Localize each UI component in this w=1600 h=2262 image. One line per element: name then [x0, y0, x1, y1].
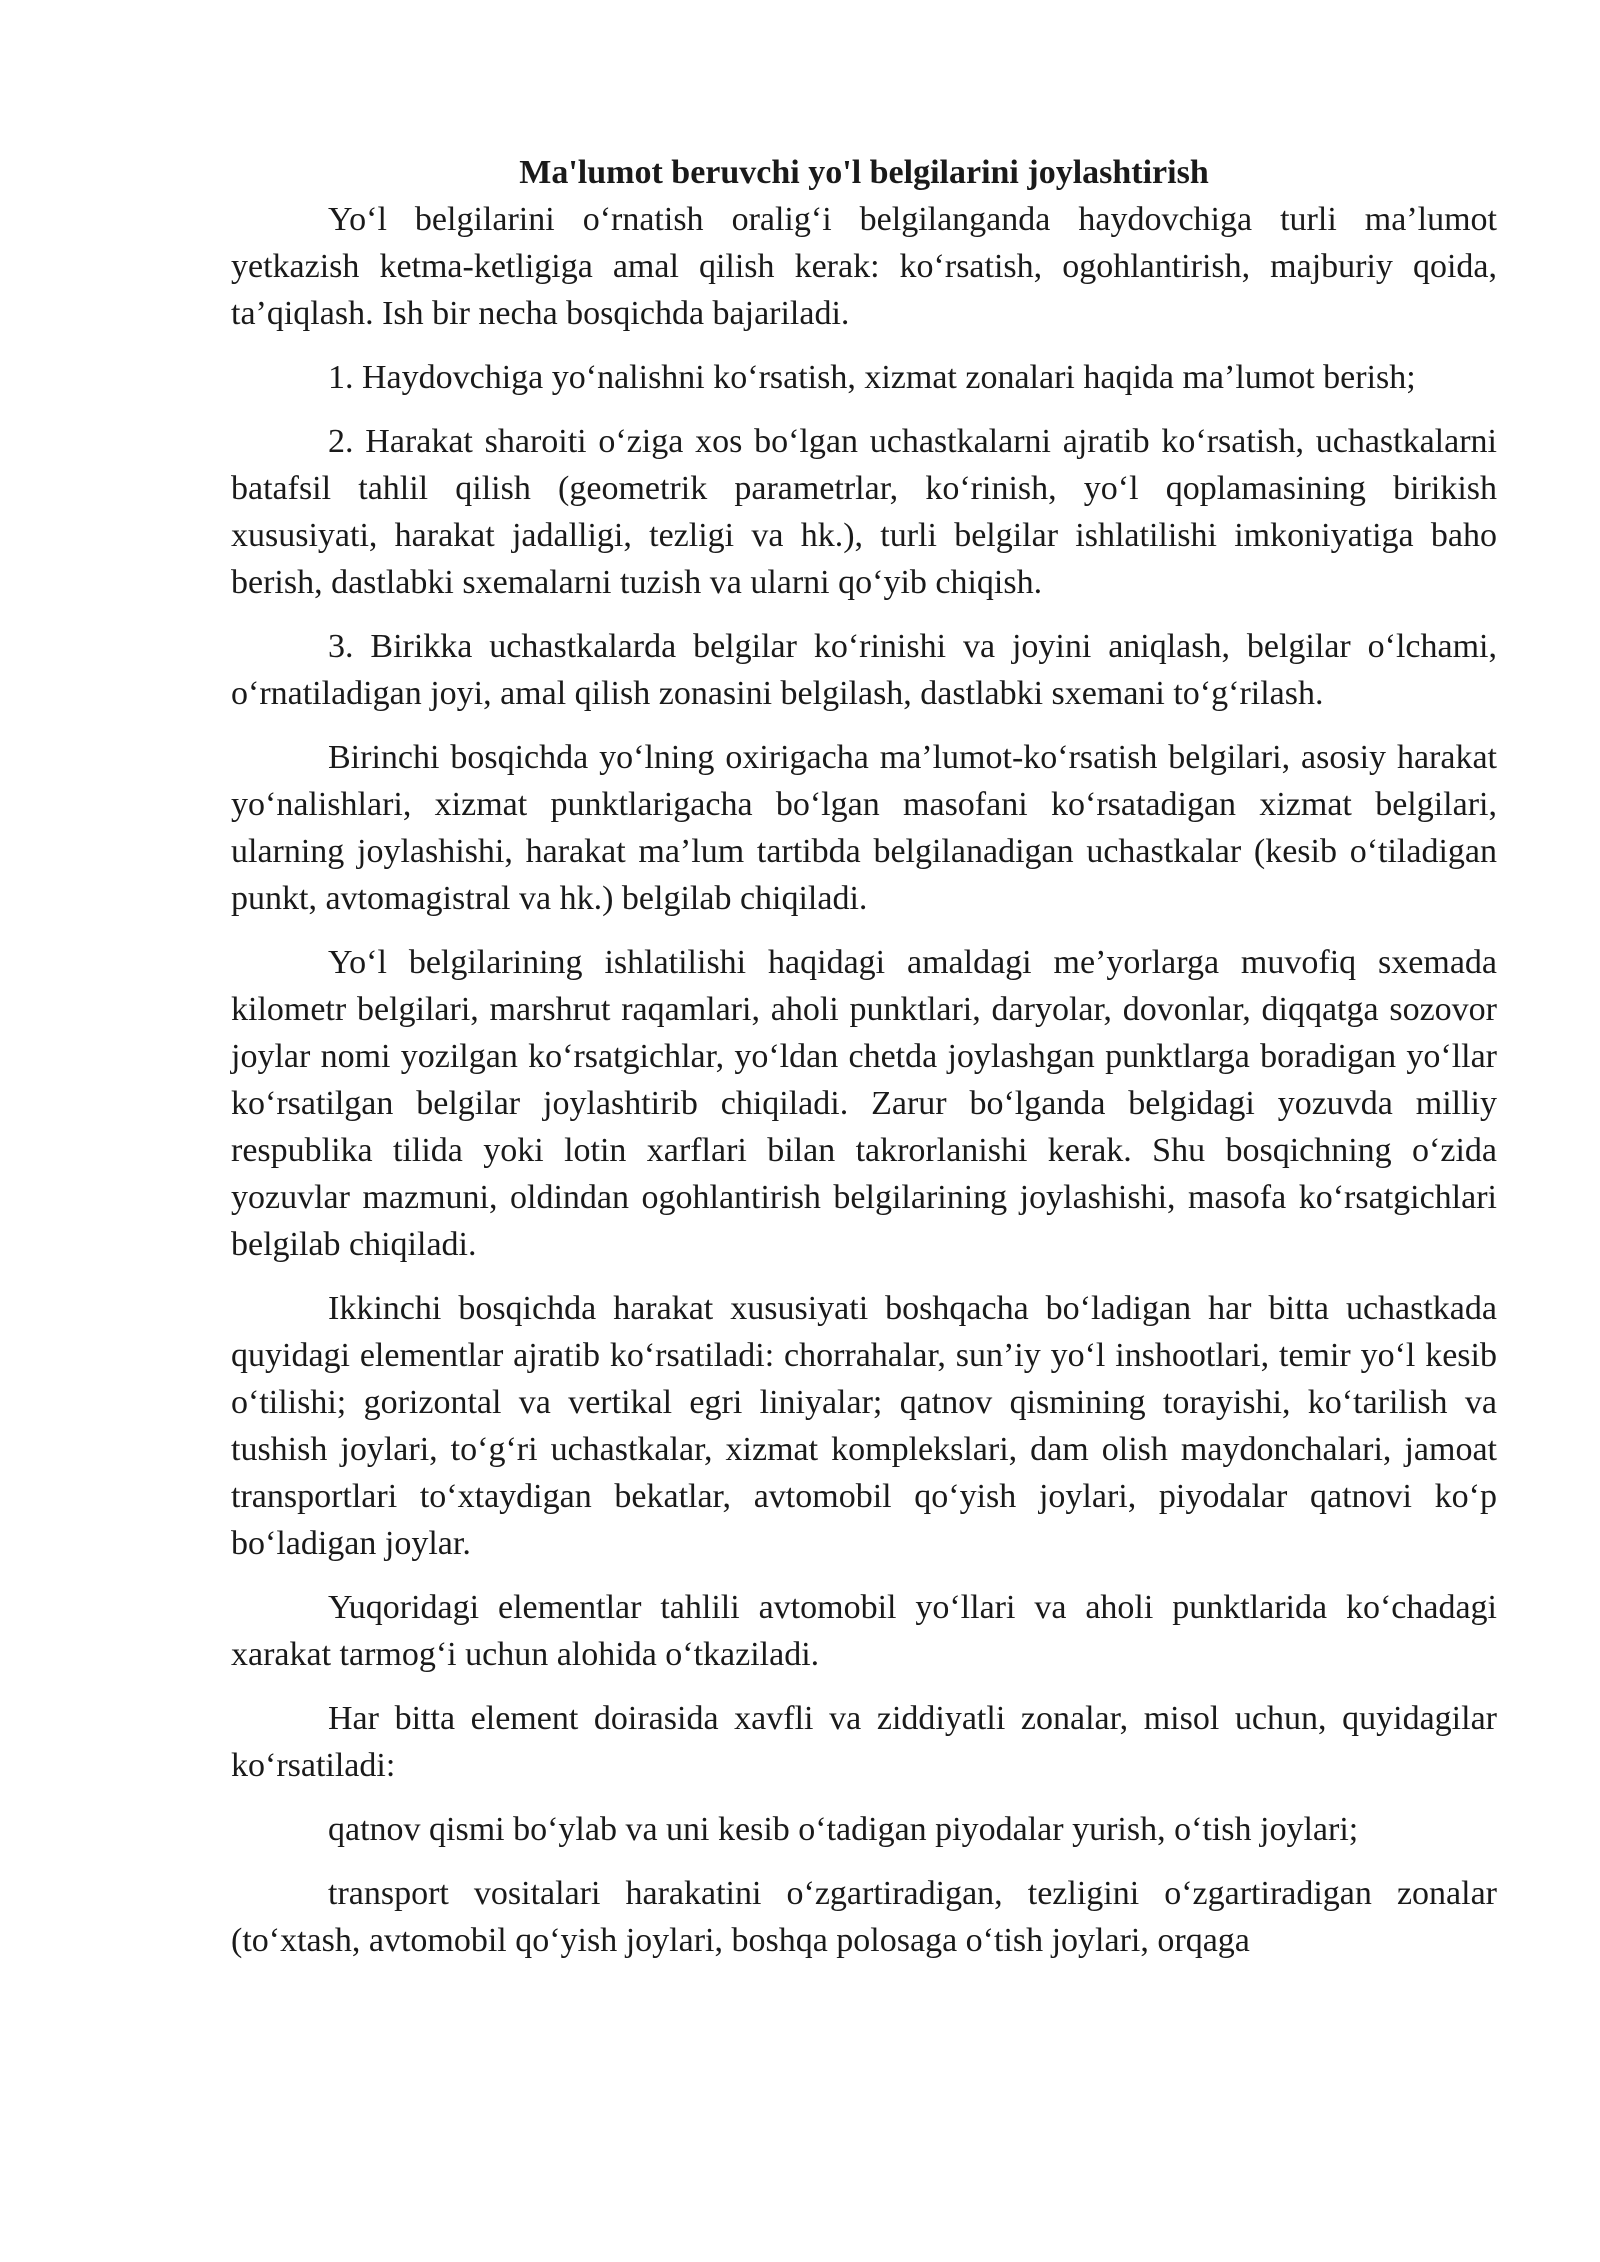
paragraph: 3. Birikka uchastkalarda belgilar ko‘rinishi va joyini aniqlash, belgilar o‘lchami, o‘rnatiladigan joyi, amal qilish zonasini belgilash, dastlabki sxemani to‘g‘rilash. — [231, 628, 1497, 712]
paragraph: Yo‘l belgilarini o‘rnatish oralig‘i belgilanganda haydovchiga turli ma’lumot yetkazish ketma-ketligiga amal qilish kerak: ko‘rsatish, ogohlantirish, majburiy qoida, ta’qiqlash. Ish bir necha bosqichda bajariladi. — [231, 201, 1497, 332]
paragraph: Birinchi bosqichda yo‘lning oxirigacha ma’lumot-ko‘rsatish belgilari, asosiy harakat yo‘nalishlari, xizmat punktlarigacha bo‘lgan masofani ko‘rsatadigan xizmat belgilari, ularning joylashishi, harakat ma’lum tartibda belgilanadigan uchastkalar (kesib o‘tiladigan punkt, avtomagistral va hk.) belgilab chiqiladi. — [231, 739, 1497, 917]
paragraph: Yuqoridagi elementlar tahlili avtomobil yo‘llari va aholi punktlarida ko‘chadagi xarakat tarmog‘i uchun alohida o‘tkaziladi. — [231, 1589, 1497, 1673]
paragraph: 1. Haydovchiga yo‘nalishni ko‘rsatish, xizmat zonalari haqida ma’lumot berish; — [328, 359, 1416, 396]
document-title: Ma'lumot beruvchi yo'l belgilarini joylashtirish — [519, 154, 1209, 191]
document-page — [231, 150, 1497, 1981]
paragraph: Yo‘l belgilarining ishlatilishi haqidagi amaldagi me’yorlarga muvofiq sxemada kilometr belgilari, marshrut raqamlari, aholi punktlari, daryolar, dovonlar, diqqatga sozovor joylar nomi yozilgan ko‘rsatgichlar, yo‘ldan chetda joylashgan punktlarga boradigan yo‘llar ko‘rsatilgan belgilar joylashtirib chiqiladi. Zarur bo‘lganda belgidagi yozuvda milliy respublika tilida yoki lotin xarflari bilan takrorlanishi kerak. Shu bosqichning o‘zida yozuvlar mazmuni, oldindan ogohlantirish belgilarining joylashishi, masofa ko‘rsatgichlari belgilab chiqiladi. — [231, 944, 1497, 1263]
paragraph: qatnov qismi bo‘ylab va uni kesib o‘tadigan piyodalar yurish, o‘tish joylari; — [328, 1811, 1359, 1848]
paragraph: transport vositalari harakatini o‘zgartiradigan, tezligini o‘zgartiradigan zonalar (to‘xtash, avtomobil qo‘yish joylari, boshqa polosaga o‘tish joylari, orqaga — [231, 1875, 1497, 1959]
paragraph: Ikkinchi bosqichda harakat xususiyati boshqacha bo‘ladigan har bitta uchastkada quyidagi elementlar ajratib ko‘rsatiladi: chorrahalar, sun’iy yo‘l inshootlari, temir yo‘l kesib o‘tilishi; gorizontal va vertikal egri liniyalar; qatnov qismining torayishi, ko‘tarilish va tushish joylari, to‘g‘ri uchastkalar, xizmat komplekslari, dam olish maydonchalari, jamoat transportlari to‘xtaydigan bekatlar, avtomobil qo‘yish joylari, piyodalar qatnovi ko‘p bo‘ladigan joylar. — [231, 1290, 1497, 1562]
paragraph: 2. Harakat sharoiti o‘ziga xos bo‘lgan uchastkalarni ajratib ko‘rsatish, uchastkalarni batafsil tahlil qilish (geometrik parametrlar, ko‘rinish, yo‘l qoplamasining birikish xususiyati, harakat jadalligi, tezligi va hk.), turli belgilar ishlatilishi imkoniyatiga baho berish, dastlabki sxemalarni tuzish va ularni qo‘yib chiqish. — [231, 423, 1497, 601]
paragraph: Har bitta element doirasida xavfli va ziddiyatli zonalar, misol uchun, quyidagilar ko‘rsatiladi: — [231, 1700, 1497, 1784]
